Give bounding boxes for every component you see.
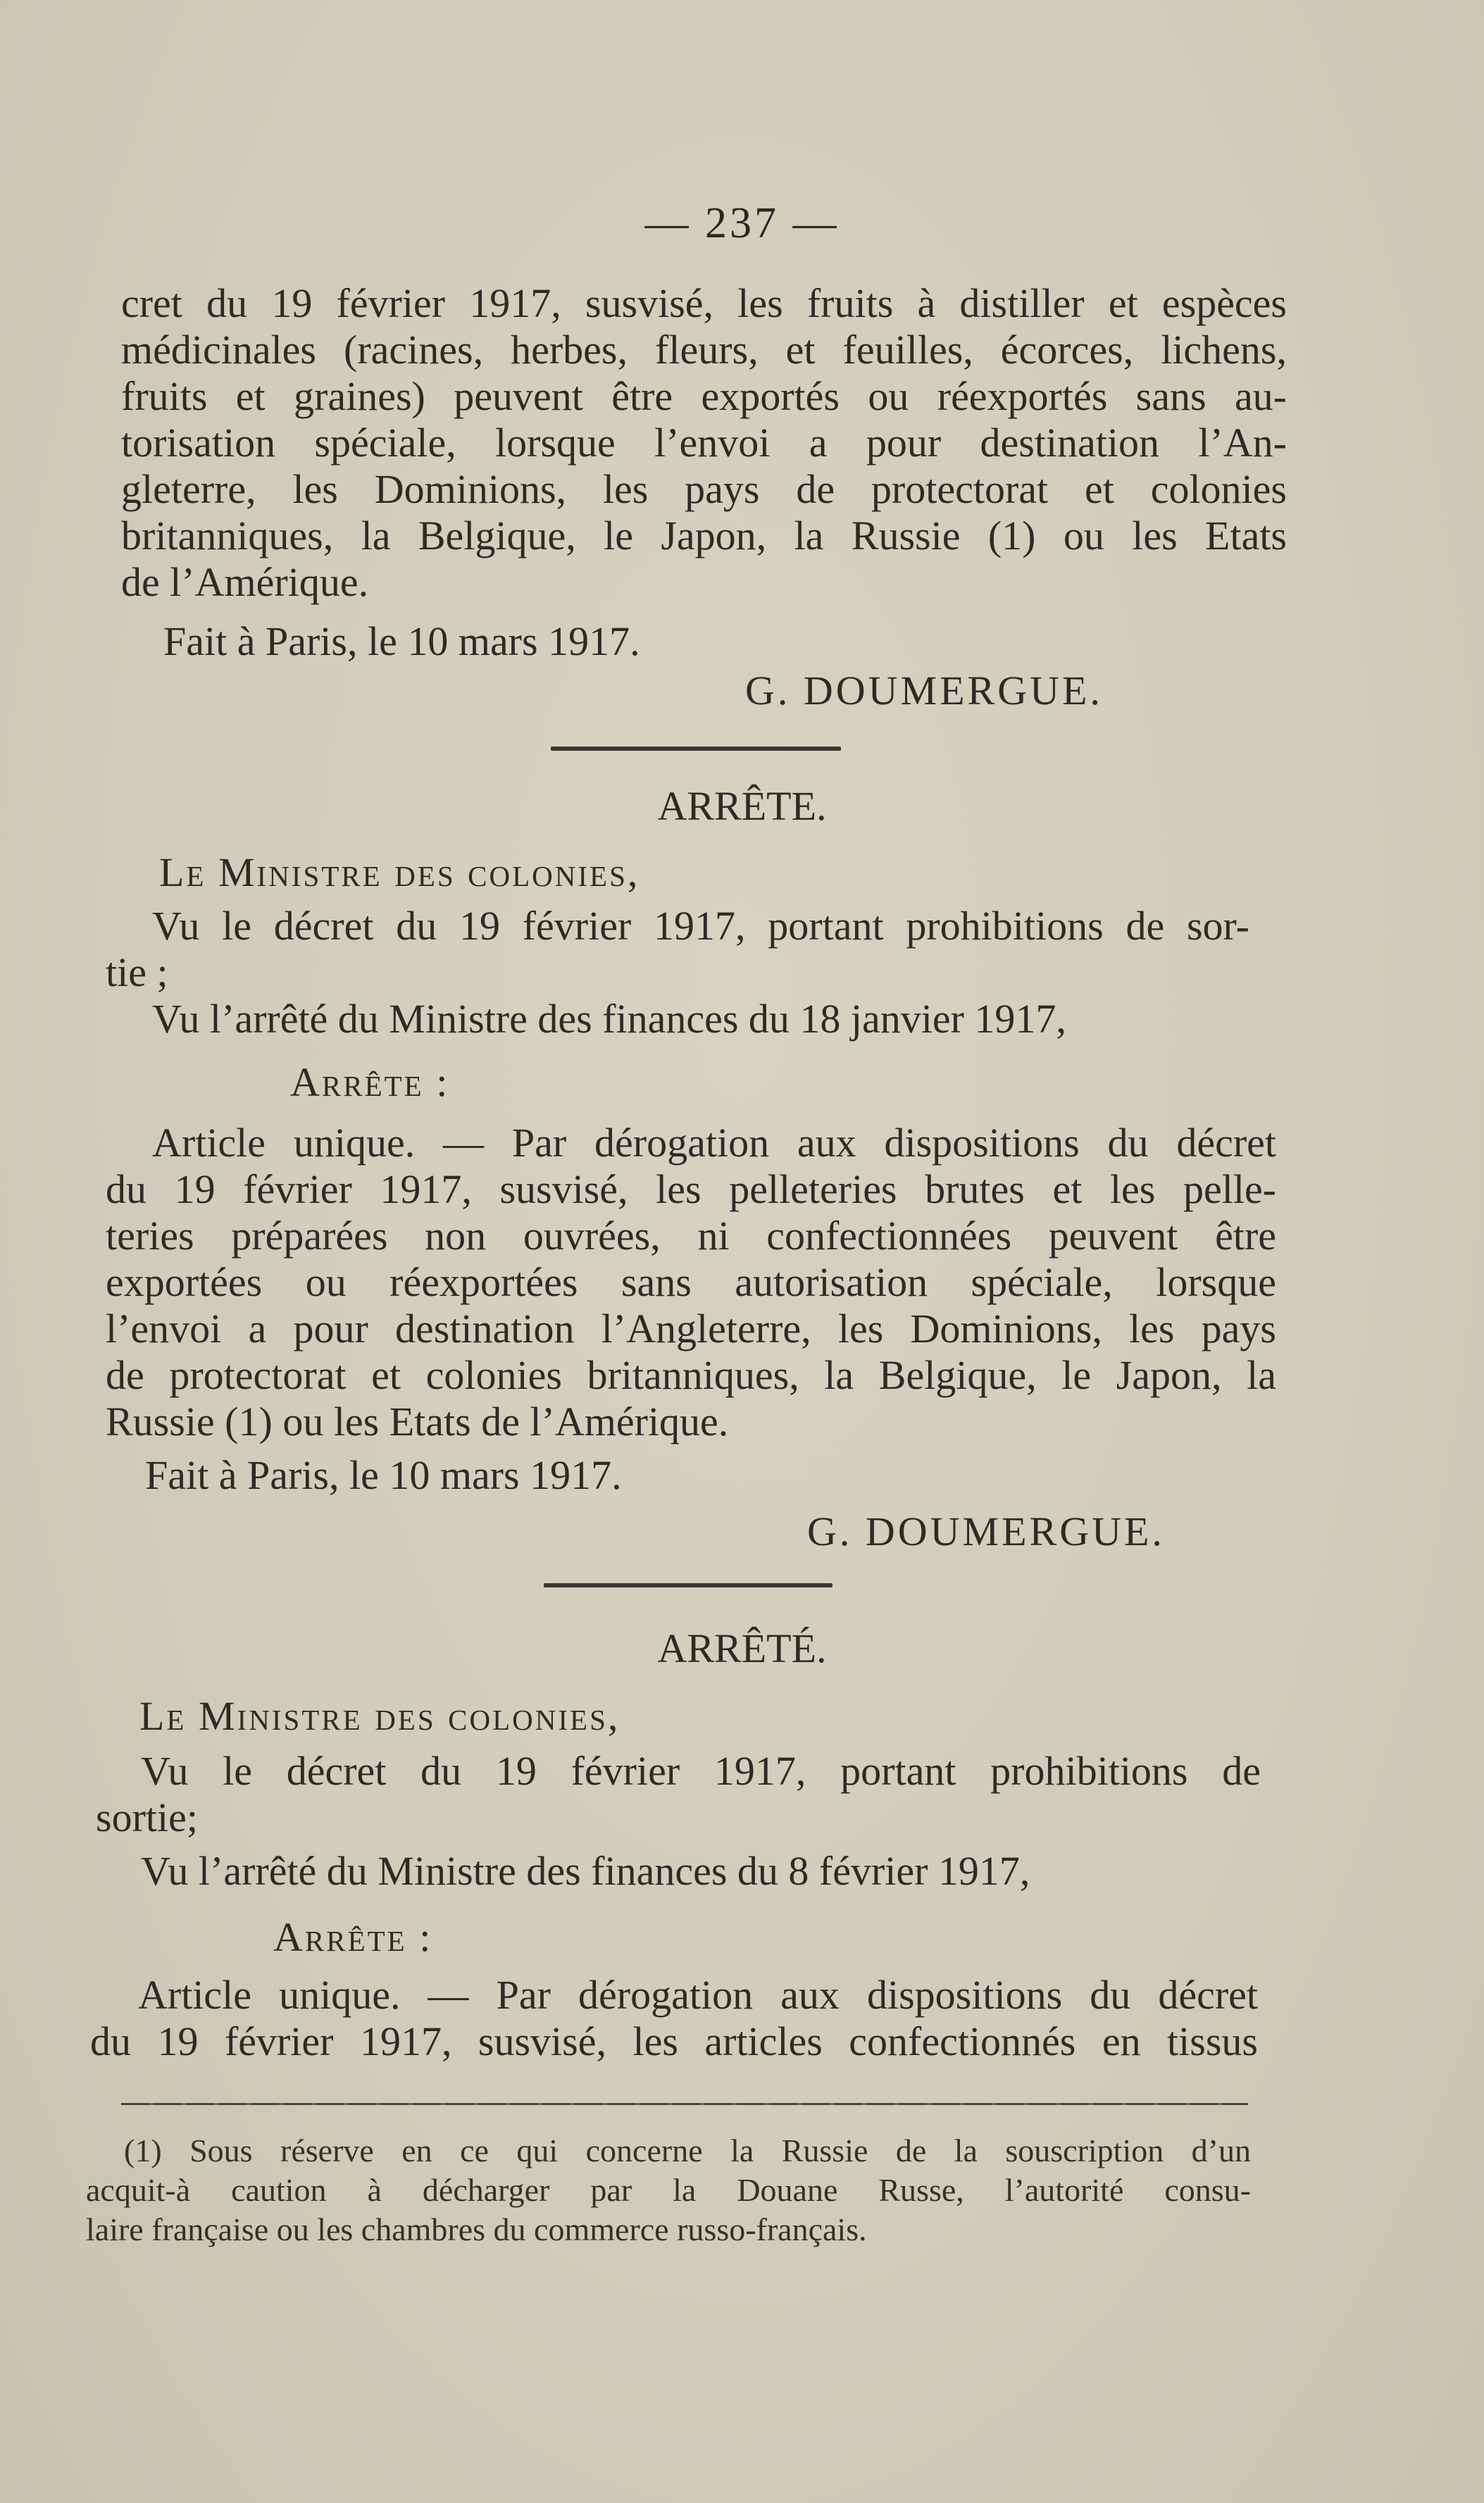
- fait-line: Fait à Paris, le 10 mars 1917.: [145, 1452, 622, 1498]
- section-heading: ARRÊTÉ.: [657, 1625, 827, 1671]
- text-line: du 19 février 1917, susvisé, les articles confectionnés en tissus: [90, 2018, 1258, 2064]
- text-line: Vu le décret du 19 février 1917, portant prohibitions de: [141, 1748, 1261, 1794]
- footnote-line: acquit-à caution à décharger par la Douane Russe, l’autorité consu-: [86, 2172, 1251, 2208]
- text-line: fruits et graines) peuvent être exportés ou réexportés sans au-: [121, 373, 1287, 419]
- text-line: tie ;: [106, 949, 168, 995]
- text-line: Russie (1) ou les Etats de l’Amérique.: [106, 1399, 729, 1444]
- text-line: de protectorat et colonies britanniques, la Belgique, le Japon, la: [106, 1352, 1276, 1398]
- section-divider: [544, 1583, 833, 1587]
- text-line: de l’Amérique.: [121, 559, 369, 605]
- text-line: Vu le décret du 19 février 1917, portant prohibitions de sor-: [152, 903, 1249, 949]
- text-line: Article unique. — Par dérogation aux dispositions du décret: [138, 1972, 1258, 2018]
- signature: G. DOUMERGUE.: [745, 668, 1103, 713]
- text-line: teries préparées non ouvrées, ni confectionnées peuvent être: [106, 1213, 1276, 1259]
- footnote-line: (1) Sous réserve en ce qui concerne la Russie de la souscription d’un: [124, 2133, 1251, 2168]
- text-line: Vu l’arrêté du Ministre des finances du 18 janvier 1917,: [152, 996, 1066, 1042]
- text-line: cret du 19 février 1917, susvisé, les fruits à distiller et espèces: [121, 280, 1287, 326]
- section-divider: [551, 747, 841, 751]
- signature: G. DOUMERGUE.: [807, 1509, 1165, 1554]
- footnote-divider: [121, 2103, 1248, 2105]
- section-heading: ARRÊTE.: [657, 783, 827, 829]
- text-line: l’envoi a pour destination l’Angleterre, les Dominions, les pays: [106, 1306, 1276, 1352]
- fait-line: Fait à Paris, le 10 mars 1917.: [163, 618, 640, 664]
- text-line: britanniques, la Belgique, le Japon, la Russie (1) ou les Etats: [121, 513, 1287, 558]
- footnote-line: laire française ou les chambres du commerce russo-français.: [86, 2211, 867, 2247]
- arrete-label: Arrête :: [290, 1059, 450, 1105]
- text-line: sortie;: [96, 1794, 198, 1840]
- text-line: exportées ou réexportées sans autorisation spéciale, lorsque: [106, 1259, 1276, 1305]
- page-number: — 237 —: [644, 199, 840, 247]
- text-line: Article unique. — Par dérogation aux dispositions du décret: [152, 1120, 1276, 1166]
- text-line: médicinales (racines, herbes, fleurs, et feuilles, écorces, lichens,: [121, 327, 1287, 373]
- arrete-label: Arrête :: [273, 1914, 433, 1960]
- minister-line: Le Ministre des colonies,: [139, 1693, 621, 1739]
- minister-line: Le Ministre des colonies,: [159, 849, 640, 895]
- text-line: torisation spéciale, lorsque l’envoi a pour destination l’An-: [121, 420, 1287, 466]
- text-line: Vu l’arrêté du Ministre des finances du 8 février 1917,: [141, 1848, 1030, 1894]
- text-line: du 19 février 1917, susvisé, les pelleteries brutes et les pelle-: [106, 1166, 1276, 1212]
- text-line: gleterre, les Dominions, les pays de protectorat et colonies: [121, 466, 1287, 512]
